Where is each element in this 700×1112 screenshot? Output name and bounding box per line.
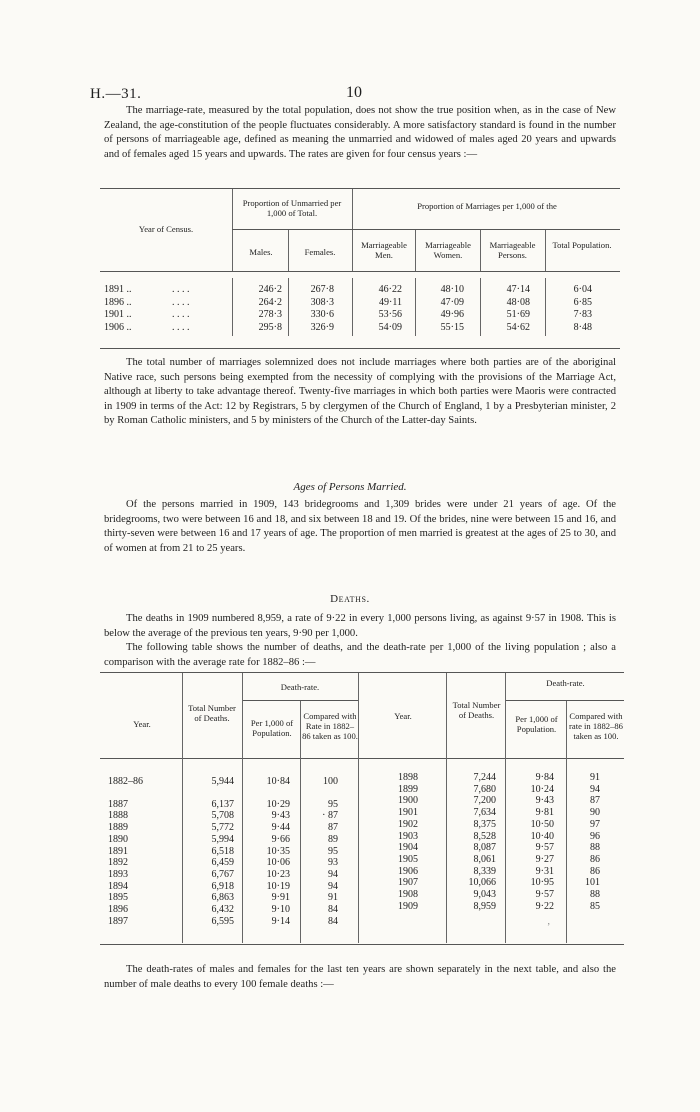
table2-compared: 95 (328, 798, 338, 810)
table2-compared: 94 (328, 880, 338, 892)
table1-marriageable-women: 49·96 (440, 309, 464, 321)
table1-year: 1891 .. (104, 284, 132, 295)
table2-compared: 87 (590, 795, 600, 807)
table2-compared: 94 (328, 868, 338, 880)
table1-divider (232, 278, 233, 336)
table2-total-deaths: 8,375 (473, 818, 496, 830)
table1-marriageable-women: 55·15 (440, 321, 464, 333)
table1-group-unmarried: Proportion of Unmarried per 1,000 of Total. (242, 198, 342, 218)
table2-compared: 86 (590, 865, 600, 877)
table2-year: 1898 (398, 772, 418, 783)
table2-divider (358, 673, 359, 943)
table2-compared: 91 (590, 772, 600, 783)
table2-rate-per-1000: 10·19 (266, 880, 290, 892)
table2-total-deaths: 5,772 (211, 822, 234, 834)
table2-head-rule (100, 758, 624, 759)
table2-total-deaths: 6,767 (211, 868, 234, 880)
table2-year: 1892 (108, 857, 128, 869)
table2-rate-per-1000: 10·23 (266, 868, 290, 880)
table2-total-deaths: 7,244 (473, 772, 496, 783)
table2-group-rate-right: Death-rate. (546, 678, 585, 688)
table1-marriageable-men: 49·11 (379, 296, 402, 308)
table1-year: 1901 .. (104, 309, 132, 321)
table1-col-males: Males. (249, 247, 273, 257)
table2-compared: 93 (328, 857, 338, 869)
table2-year: 1893 (108, 868, 128, 880)
table2-col-total-left: Total Number of Deaths. (188, 703, 236, 723)
table2-rate-per-1000: 10·50 (530, 818, 554, 830)
table1-year: 1896 .. (104, 296, 132, 308)
table2-year: 1895 (108, 892, 128, 904)
table2-year: 1909 (398, 900, 418, 912)
table2-year: 1906 (398, 865, 418, 877)
table2-compared: 88 (590, 889, 600, 900)
table1-males: 295·8 (258, 321, 282, 333)
table1-col-total: Total Population. (552, 240, 612, 250)
table1-divider (232, 189, 233, 271)
table1-bottom-rule (100, 348, 620, 349)
deaths-paragraph-1: The deaths in 1909 numbered 8,959, a rate of 9·22 in every 1,000 persons living, as against 9·57 in 1908. This is below the average of the previous ten years, 9·90 per 1,000. (104, 613, 616, 639)
table1-divider (415, 278, 416, 336)
table2-rate-per-1000: 10·84 (266, 776, 290, 787)
table1-total-population: 8·48 (573, 321, 592, 333)
table1-marriageable-persons: 51·69 (506, 309, 530, 321)
table2-year: 1901 (398, 807, 418, 819)
ages-heading: Ages of Persons Married. (293, 481, 407, 493)
table1-year: 1906 .. (104, 321, 132, 333)
table1-mid-rule (232, 229, 620, 230)
page-number: 10 (346, 84, 362, 101)
table2-col-per1000-left: Per 1,000 of Population. (250, 718, 294, 738)
table2-year: 1905 (398, 853, 418, 865)
table1-marriageable-women: 48·10 (440, 284, 464, 295)
table1-leader-dots: . . . . (172, 321, 190, 333)
closing-paragraph: The death-rates of males and females for the last ten years are shown separately in the next table, and also the number of male deaths to every 100 female deaths :— (104, 964, 616, 990)
table1-leader-dots: . . . . (172, 284, 190, 295)
table2-compared: 89 (328, 833, 338, 845)
table2-rate-per-1000: 9·81 (535, 807, 554, 819)
table2-rate-per-1000: 10·24 (530, 783, 554, 795)
table2-total-deaths: 6,863 (211, 892, 234, 904)
table2-total-deaths: 8,061 (473, 853, 496, 865)
table2-divider (182, 673, 183, 943)
table2-group-rule (505, 700, 624, 701)
table2-compared: 96 (590, 830, 600, 842)
table2-rate-per-1000: 9·31 (535, 865, 554, 877)
table2-total-deaths: 7,680 (473, 783, 496, 795)
table2-total-deaths: 6,432 (211, 904, 234, 915)
table2-compared: 95 (328, 845, 338, 857)
table1-marriageable-persons: 48·08 (506, 296, 530, 308)
table1-col-men: Marriageable Men. (361, 240, 407, 260)
ages-paragraph: Of the persons married in 1909, 143 bridegrooms and 1,309 brides were under 21 years of age. Of the bridegrooms, two were between 16 and 18, and six between 18 and 19. Of the brides, nine were between 15 and 16, and thirty-seven were between 16 and 17 years of age. The proportion of men married is greatest at the ages of 25 to 30, and of women at from 21 to 25 years. (104, 499, 616, 554)
table1-males: 264·2 (258, 296, 282, 308)
table1-marriageable-persons: 47·14 (506, 284, 530, 295)
table1-divider (545, 230, 546, 271)
table2-col-year-left: Year. (133, 719, 151, 729)
table2-compared: · 87 (322, 810, 338, 822)
table2-total-deaths: 6,459 (211, 857, 234, 869)
table2-col-year-right: Year. (394, 711, 412, 721)
table1-females: 267·8 (310, 284, 334, 295)
table2-col-per1000-right: Per 1,000 of Population. (515, 714, 558, 734)
table2-year: 1889 (108, 822, 128, 834)
table2-rate-per-1000: 9·10 (271, 904, 290, 915)
table2-rate-per-1000: 9·43 (535, 795, 554, 807)
table2-compared: 91 (328, 892, 338, 904)
table1-leader-dots: . . . . (172, 296, 190, 308)
table2-total-deaths: 8,959 (473, 900, 496, 912)
table1-col-year: Year of Census. (138, 224, 194, 234)
table1-total-population: 6·85 (573, 296, 592, 308)
table2-year: 1899 (398, 783, 418, 795)
table2-year: 1891 (108, 845, 128, 857)
deaths-heading: Deaths. (330, 593, 370, 605)
native-marriages-paragraph: The total number of marriages solemnized does not include marriages where both parties are of the aboriginal Native race, such persons being exempted from the necessity of complying with the provisions of the Marriage Act, although at liberty to take advantage thereof. Twenty-five marriages in which both parties were Maoris were contracted in 1909 in terms of the Act: 12 by Registrars, 5 by clergymen of the Church of England, 1 by a Presbyterian minister, 2 by Roman Catholic ministers, and 5 by ministers of the Church of the Latter-day Saints. (104, 357, 616, 426)
table2-year: 1903 (398, 830, 418, 842)
table2-divider (505, 673, 506, 943)
table2-rate-per-1000: 9·84 (535, 772, 554, 783)
table2-year: 1888 (108, 810, 128, 822)
table1-males: 246·2 (258, 284, 282, 295)
table2-top-rule (100, 672, 624, 673)
table2-year: 1890 (108, 833, 128, 845)
table2-bottom-rule (100, 944, 624, 945)
table1-marriageable-men: 54·09 (378, 321, 402, 333)
table2-compared: 88 (590, 842, 600, 854)
table2-total-deaths: 6,918 (211, 880, 234, 892)
table1-divider (480, 278, 481, 336)
table2-compared: 85 (590, 900, 600, 912)
table2-year: 1908 (398, 889, 418, 900)
table2-total-deaths: 6,595 (211, 915, 234, 927)
table2-rate-per-1000: 9·57 (535, 889, 554, 900)
table2-year: 1896 (108, 904, 128, 915)
table2-compared: 94 (590, 783, 600, 795)
table2-compared: 101 (585, 877, 600, 889)
table2-year: 1894 (108, 880, 128, 892)
table1-head-rule (100, 271, 620, 272)
table2-rate-per-1000: 9·91 (271, 892, 290, 904)
table2-rate-per-1000: 9·22 (535, 900, 554, 912)
table2-rate-per-1000: 9·27 (535, 853, 554, 865)
table1-total-population: 7·83 (573, 309, 592, 321)
table1-col-females: Females. (304, 247, 336, 257)
table2-compared: 90 (590, 807, 600, 819)
table2-group-rate-left: Death-rate. (280, 682, 320, 692)
table2-rate-per-1000: 10·06 (266, 857, 290, 869)
table2-total-deaths: 8,339 (473, 865, 496, 877)
table1-group-marriages: Proportion of Marriages per 1,000 of the (417, 201, 557, 211)
table2-compared: 100 (323, 776, 338, 787)
table2-col-compared-left: Compared with Rate in 1882–86 taken as 100. (302, 711, 358, 741)
table1-divider (545, 278, 546, 336)
table1-divider (288, 278, 289, 336)
table2-rate-per-1000: 10·95 (530, 877, 554, 889)
table2-year: 1887 (108, 798, 128, 810)
table2-rate-per-1000: 9·57 (535, 842, 554, 854)
table2-col-compared-right: Compared with rate in 1882–86 taken as 100. (569, 711, 623, 741)
table1-col-persons: Marriageable Persons. (489, 240, 536, 260)
table1-marriageable-women: 47·09 (440, 296, 464, 308)
table2-year: 1900 (398, 795, 418, 807)
table2-compared: 86 (590, 853, 600, 865)
table2-compared: 97 (590, 818, 600, 830)
table2-year: 1904 (398, 842, 418, 854)
table2-total-deaths: 6,518 (211, 845, 234, 857)
table2-year: 1907 (398, 877, 418, 889)
table2-divider (242, 673, 243, 943)
table2-total-deaths: 5,944 (211, 776, 234, 787)
table2-total-deaths: 10,066 (468, 877, 496, 889)
table2-rate-per-1000: 10·29 (266, 798, 290, 810)
deaths-paragraph-2: The following table shows the number of deaths, and the death-rate per 1,000 of the living population ; also a comparison with the average rate for 1882–86 :— (104, 642, 616, 668)
table2-rate-per-1000: 10·35 (266, 845, 290, 857)
stray-mark: ’ (547, 922, 551, 933)
intro-paragraph: The marriage-rate, measured by the total population, does not show the true position when, as in the case of New Zealand, the age-constitution of the people fluctuates considerably. A more satisfactory standard is found in the number of persons of marriageable age, defined as meaning the unmarried and widowed of males aged 20 years and upwards and of females aged 15 years and upwards. The rates are given for four census years :— (104, 105, 616, 160)
table1-total-population: 6·04 (573, 284, 592, 295)
table1-males: 278·3 (258, 309, 282, 321)
table2-total-deaths: 9,043 (473, 889, 496, 900)
table1-marriageable-persons: 54·62 (506, 321, 530, 333)
table2-compared: 87 (328, 822, 338, 834)
table1-marriageable-men: 46·22 (378, 284, 402, 295)
table2-rate-per-1000: 9·44 (271, 822, 290, 834)
table2-total-deaths: 7,634 (473, 807, 496, 819)
table2-rate-per-1000: 9·43 (271, 810, 290, 822)
table1-females: 308·3 (310, 296, 334, 308)
table2-total-deaths: 6,137 (211, 798, 234, 810)
table2-year: 1897 (108, 915, 128, 927)
table2-compared: 84 (328, 915, 338, 927)
table1-females: 326·9 (310, 321, 334, 333)
table1-divider (352, 278, 353, 336)
table1-col-women: Marriageable Women. (425, 240, 471, 260)
table2-year: 1902 (398, 818, 418, 830)
table2-total-deaths: 8,087 (473, 842, 496, 854)
table2-divider (300, 701, 301, 943)
table2-col-total-right: Total Number of Deaths. (452, 700, 501, 720)
table2-total-deaths: 8,528 (473, 830, 496, 842)
table2-year: 1882–86 (108, 776, 143, 787)
table1-top-rule (100, 188, 620, 189)
table2-divider (446, 673, 447, 943)
table2-rate-per-1000: 10·40 (530, 830, 554, 842)
table1-females: 330·6 (310, 309, 334, 321)
report-reference: H.—31. (90, 86, 142, 102)
table2-total-deaths: 7,200 (473, 795, 496, 807)
table2-total-deaths: 5,994 (211, 833, 234, 845)
table2-rate-per-1000: 9·66 (271, 833, 290, 845)
table2-compared: 84 (328, 904, 338, 915)
table1-marriageable-men: 53·56 (378, 309, 402, 321)
table2-total-deaths: 5,708 (211, 810, 234, 822)
table1-leader-dots: . . . . (172, 309, 190, 321)
table2-rate-per-1000: 9·14 (271, 915, 290, 927)
